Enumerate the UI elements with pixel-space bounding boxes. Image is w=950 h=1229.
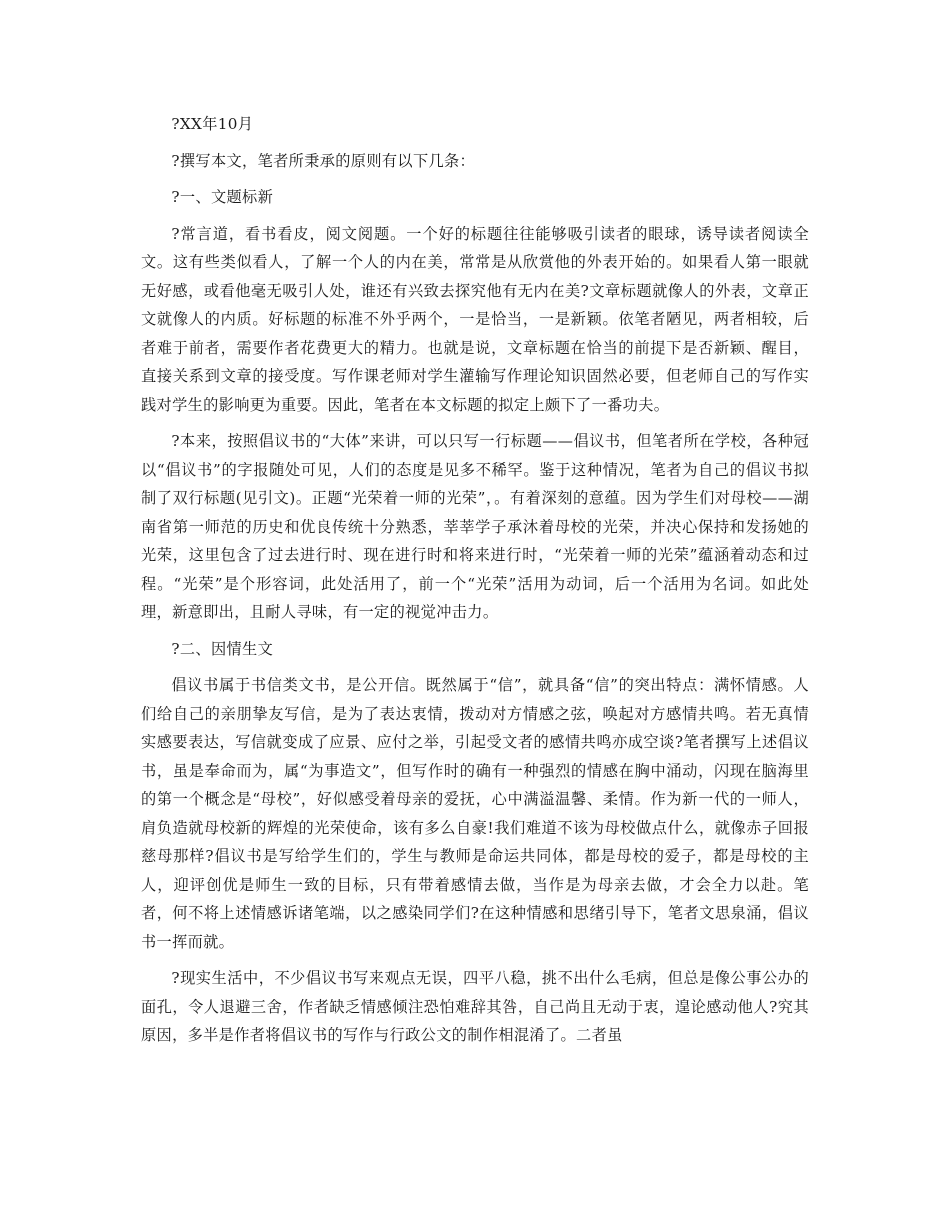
section-heading-1: ?一、文题标新 <box>171 188 274 206</box>
body-paragraph: ?现实生活中，不少倡议书写来观点无误，四平八稳，挑不出什么毛病，但总是像公事公办的面孔，令人退避三舍，作者缺乏情感倾注恐怕难辞其咎，自己尚且无动于衷，遑论感动他人?究其原因，多半是作者将倡议书的写作与行政公文的制作相混淆了。二者虽 <box>141 969 809 1044</box>
body-paragraph: ?本来，按照倡议书的“大体”来讲，可以只写一行标题——倡议书，但笔者所在学校，各种冠以“倡议书”的字报随处可见，人们的态度是见多不稀罕。鉴于这种情况，笔者为自己的倡议书拟制了双行标题(见引文)。正题“光荣着一师的光荣”，。有着深刻的意蕴。因为学生们对母校——湖南省第一师范的历史和优良传统十分熟悉，莘莘学子承沐着母校的光荣，并决心保持和发扬她的光荣，这里包含了过去进行时、现在进行时和将来进行时，“光荣着一师的光荣”蕴涵着动态和过程。“光荣”是个形容词，此处活用了，前一个“光荣”活用为动词，后一个活用为名词。如此处理，新意即出，且耐人寻味，有一定的视觉冲击力。 <box>141 432 809 621</box>
section-heading-2: ?二、因情生文 <box>171 639 274 658</box>
body-paragraph: 倡议书属于书信类文书，是公开信。既然属于“信”，就具备“信”的突出特点：满怀情感。人们给自己的亲朋挚友写信，是为了表达衷情，拨动对方情感之弦，唤起对方感情共鸣。若无真情实感要表达，写信就变成了应景、应付之举，引起受文者的感情共鸣亦成空谈?笔者撰写上述倡议书，虽是奉命而为，属“为事造文”，但写作时的确有一种强烈的情感在胸中涌动，闪现在脑海里的第一个概念是“母校”，好似感受着母亲的爱抚，心中满溢温馨、柔情。作为新一代的一师人，肩负造就母校新的辉煌的光荣使命，该有多么自豪!我们难道不该为母校做点什么，就像赤子回报慈母那样?倡议书是写给学生们的，学生与教师是命运共同体，都是母校的爱子，都是母校的主人，迎评创优是师生一致的目标，只有带着感情去做，当作是为母亲去做，才会全力以赴。笔者，何不将上述情感诉诸笔端，以之感染同学们?在这种情感和思绪引导下，笔者文思泉涌，倡议书一挥而就。 <box>141 676 809 951</box>
intro-paragraph: ?撰写本文，笔者所秉承的原则有以下几条： <box>171 151 476 170</box>
document-page <box>141 110 809 1050</box>
date-line: ?XX年10月 <box>171 115 254 133</box>
body-paragraph: ?常言道，看书看皮，阅文阅题。一个好的标题往往能够吸引读者的眼球，诱导读者阅读全文。这有些类似看人，了解一个人的内在美，常常是从欣赏他的外表开始的。如果看人第一眼就无好感，或看他毫无吸引人处，谁还有兴致去探究他有无内在美?文章标题就像人的外表，文章正文就像人的内质。好标题的标准不外乎两个，一是恰当，一是新颖。依笔者陋见，两者相较，后者难于前者，需要作者花费更大的精力。也就是说，文章标题在恰当的前提下是否新颖、醒目，直接关系到文章的接受度。写作课老师对学生灌输写作理论知识固然必要，但老师自己的写作实践对学生的影响更为重要。因此，笔者在本文标题的拟定上颇下了一番功夫。 <box>141 224 809 414</box>
